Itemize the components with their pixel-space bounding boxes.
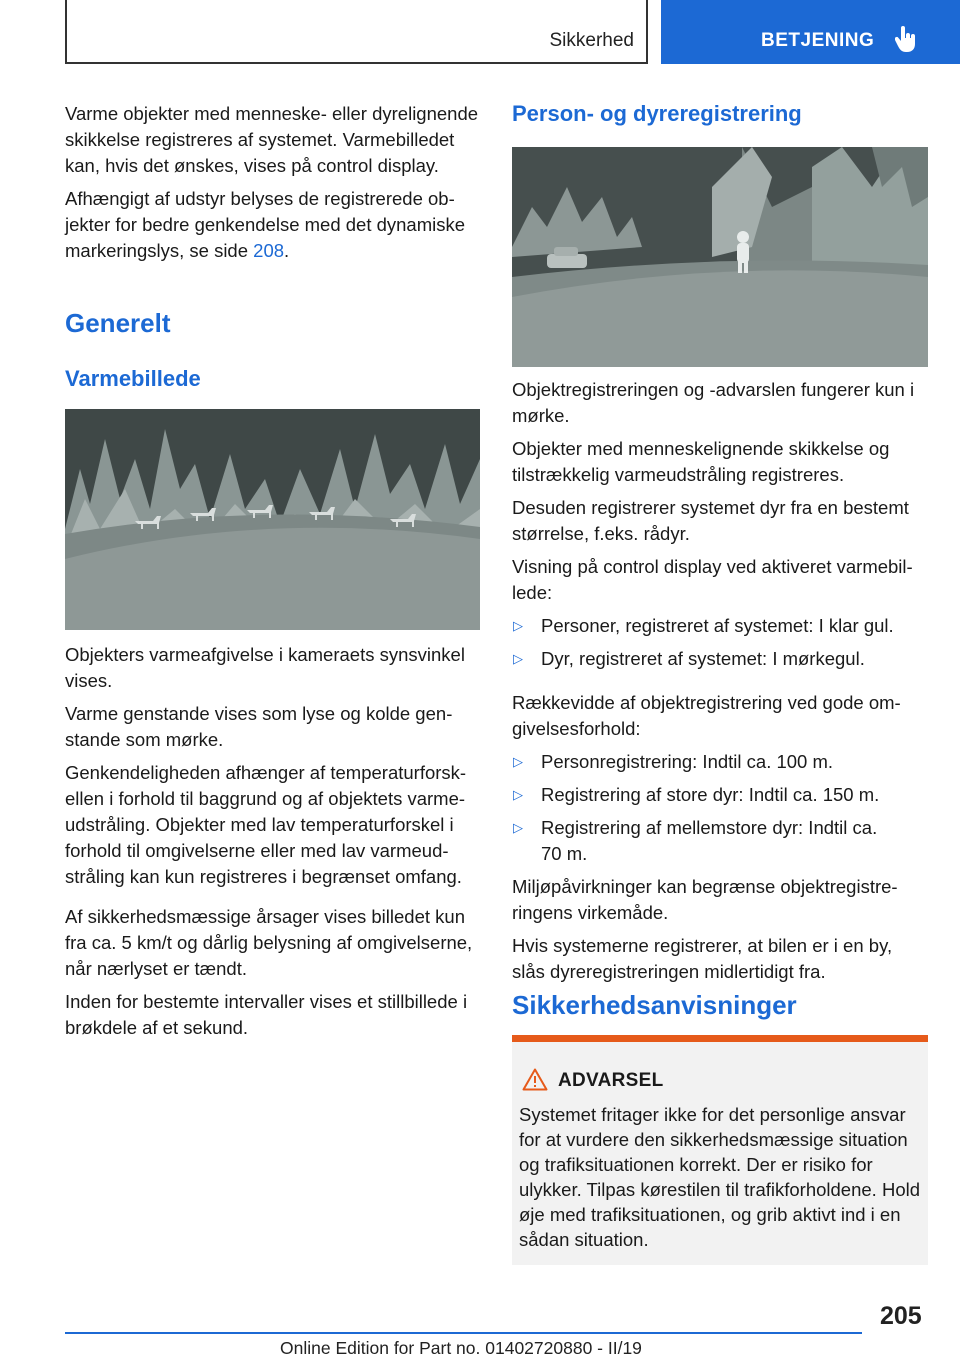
right-column-body	[512, 377, 930, 992]
thermal-image-animals	[65, 409, 480, 630]
list-item: ▷ Personer, registreret af systemet: I klar gul.	[512, 613, 930, 639]
list-item: ▷ Registrering af store dyr: Indtil ca. 150 m.	[512, 782, 930, 808]
triangle-bullet-icon: ▷	[513, 820, 523, 835]
pointing-hand-icon	[895, 26, 917, 54]
paragraph: Af sikkerhedsmæssige årsager vises billedet kun fra ca. 5 km/t og dårlig belysning af omgivelserne, når nærlyset er tændt.	[65, 906, 473, 979]
paragraph: Miljøpåvirkninger kan begrænse objektregistreringens virkemåde.	[512, 876, 898, 923]
left-column-after-image	[65, 642, 482, 1048]
list-item: ▷ Dyr, registreret af systemet: I mørkegul.	[512, 646, 930, 672]
page-number: 205	[880, 1302, 922, 1330]
heading-person-dyreregistrering: Person- og dyreregistrering	[512, 101, 802, 126]
left-column-intro	[65, 101, 482, 271]
warning-text: Systemet fritager ikke for det personlige ansvar for at vurdere den sikkerhedsmæssige situation og trafiksituationen korrekt. Der er risiko for ulykker. Tilpas kørestilen til trafikforholdene. Hold øje med trafiksituationen, og grib aktivt ind i en sådan situation.	[519, 1104, 921, 1250]
thermal-image-person	[512, 147, 928, 367]
heading-person-wrap	[512, 101, 930, 127]
triangle-bullet-icon: ▷	[513, 651, 523, 666]
header-section-box	[65, 0, 648, 64]
heading-sikkerhedsanvisninger: Sikkerhedsanvisninger	[512, 990, 797, 1020]
triangle-bullet-icon: ▷	[513, 754, 523, 769]
paragraph: Genkendeligheden afhænger af temperaturforskellen i forhold til baggrund og af objektets varmeudstråling. Objekter med lav temperaturforskel i forhold til omgivelserne eller med lav varmeudstråling kan kun registreres i begrænset omfang.	[65, 762, 467, 887]
warning-triangle-icon	[522, 1068, 548, 1091]
triangle-bullet-icon: ▷	[513, 618, 523, 633]
page-link[interactable]: 208	[253, 240, 285, 261]
paragraph: Objektregistreringen og -advarslen fungerer kun i mørke.	[512, 379, 915, 426]
paragraph: Varme genstande vises som lyse og kolde genstande som mørke.	[65, 703, 453, 750]
paragraph: Objekter med menneskelignende skikkelse og tilstrækkelig varmeudstråling registreres.	[512, 438, 890, 485]
paragraph: Inden for bestemte intervaller vises et stillbillede i brøkdele af et sekund.	[65, 991, 468, 1038]
paragraph: Varme objekter med menneske- eller dyrelignende skikkelse registreres af systemet. Varmebilledet kan, hvis det ønskes, vises på control display.	[65, 103, 479, 176]
paragraph: Visning på control display ved aktiveret varmebillede:	[512, 556, 913, 603]
footer-divider	[65, 1332, 862, 1334]
heading-varmebillede-wrap	[65, 366, 482, 392]
header-chapter-tab	[661, 0, 960, 64]
heading-generelt-wrap	[65, 310, 482, 336]
paragraph: Rækkevidde af objektregistrering ved gode omgivelsesforhold:	[512, 692, 901, 739]
warning-title: ADVARSEL	[558, 1070, 664, 1091]
list-item: ▷ Personregistrering: Indtil ca. 100 m.	[512, 749, 930, 775]
list-item: ▷ Registrering af mellemstore dyr: Indtil ca. 70 m.	[513, 817, 878, 864]
footer-edition: Online Edition for Part no. 01402720880 - II/19	[280, 1338, 642, 1358]
paragraph: Objekters varmeafgivelse i kameraets synsvinkel vises.	[65, 644, 465, 691]
heading-safety-wrap	[512, 992, 930, 1018]
paragraph: Desuden registrerer systemet dyr fra en bestemt størrelse, f.eks. rådyr.	[512, 497, 909, 544]
heading-generelt: Generelt	[65, 308, 171, 338]
warning-box	[512, 1035, 928, 1265]
paragraph: Hvis systemerne registrerer, at bilen er i en by, slås dyreregistreringen midlertidigt fra.	[512, 935, 893, 982]
heading-varmebillede: Varmebillede	[65, 366, 201, 391]
header-section-title: Sikkerhed	[549, 30, 634, 51]
header-chapter-title: BETJENING	[761, 30, 875, 51]
triangle-bullet-icon: ▷	[513, 787, 523, 802]
paragraph: Afhængigt af udstyr belyses de registrerede objekter for bedre genkendelse med det dynamiske markeringslys, se side 208.	[65, 188, 466, 261]
